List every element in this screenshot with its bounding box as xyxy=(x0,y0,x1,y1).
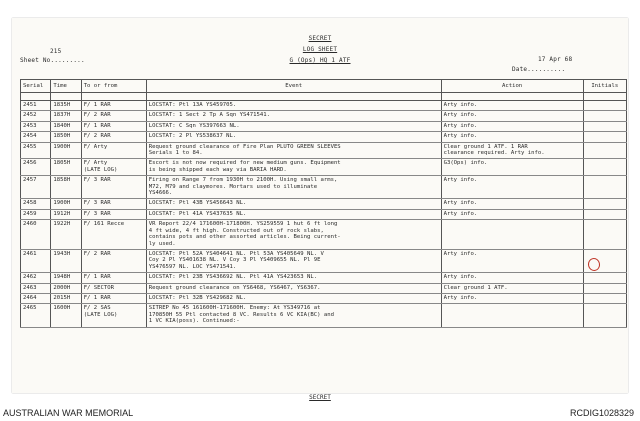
log-sheet-page xyxy=(12,18,628,401)
cell-action: Arty info. xyxy=(441,199,583,209)
table-row xyxy=(21,283,627,293)
table-row xyxy=(21,121,627,131)
cell-serial: 2453 xyxy=(21,121,51,131)
date-value: 17 Apr 68 xyxy=(538,56,573,63)
cell-event: LOCSTAT: 1 Sect 2 Tp A Sqn YS471541. xyxy=(146,111,441,121)
cell-time: 1858H xyxy=(51,176,81,199)
cell-init xyxy=(583,111,626,121)
cell-time: 1922H xyxy=(51,220,81,250)
source-credit: AUSTRALIAN WAR MEMORIAL xyxy=(3,408,134,418)
cell-init xyxy=(583,220,626,250)
col-initials: Initials xyxy=(583,80,626,93)
sheet-number: 215 xyxy=(50,48,62,55)
cell-serial: 2456 xyxy=(21,159,51,176)
cell-event: Request ground clearance on YS6468, YS6467, YS6367. xyxy=(146,283,441,293)
cell-serial: 2455 xyxy=(21,142,51,159)
cell-serial: 2457 xyxy=(21,176,51,199)
cell-time: 1912H xyxy=(51,209,81,219)
cell-init xyxy=(583,176,626,199)
cell-action: Arty info. xyxy=(441,273,583,283)
cell-event: Firing on Range 7 from 1930H to 2100H. Using small arms, M72, M79 and claymores. Mortars used to illuminate YS4666. xyxy=(146,176,441,199)
cell-time: 1840H xyxy=(51,121,81,131)
cell-serial: 2464 xyxy=(21,293,51,303)
table-row xyxy=(21,176,627,199)
col-event: Event xyxy=(146,80,441,93)
table-row xyxy=(21,199,627,209)
table-row xyxy=(21,111,627,121)
table-row xyxy=(21,142,627,159)
col-serial: Serial xyxy=(21,80,51,93)
cell-time: 2015H xyxy=(51,293,81,303)
table-row xyxy=(21,220,627,250)
cell-serial: 2458 xyxy=(21,199,51,209)
cell-to: F/ 2 RAR xyxy=(81,249,146,272)
cell-action: Clear ground 1 ATF. xyxy=(441,283,583,293)
date-label: Date.......... xyxy=(512,66,566,73)
cell-to: F/ 1 RAR xyxy=(81,293,146,303)
log-table xyxy=(20,79,627,328)
col-to-from: To or from xyxy=(81,80,146,93)
cell-to: F/ 1 RAR xyxy=(81,273,146,283)
table-row xyxy=(21,273,627,283)
cell-event: Escort is not now required for new medium guns. Equipment is being shipped each way via BARIA HARD. xyxy=(146,159,441,176)
cell-event: Request ground clearance of Fire Plan PLUTO GREEN SLEEVES Serials 1 to 84. xyxy=(146,142,441,159)
cell-time: 1943H xyxy=(51,249,81,272)
cell-to: F/ Arty xyxy=(81,142,146,159)
cell-action: Clear ground 1 ATF. 1 RAR clearance required. Arty info. xyxy=(441,142,583,159)
cell-init xyxy=(583,101,626,111)
cell-init xyxy=(583,159,626,176)
table-header-row xyxy=(21,80,627,93)
table-row xyxy=(21,101,627,111)
cell-event: LOCSTAT: 2 Pl YS538637 NL. xyxy=(146,132,441,142)
cell-serial: 2462 xyxy=(21,273,51,283)
cell-time: 1837H xyxy=(51,111,81,121)
cell-event: LOCSTAT: Ptl 41A YS437635 NL. xyxy=(146,209,441,219)
cell-to: F/ 3 RAR xyxy=(81,209,146,219)
cell-to: F/ 1 RAR xyxy=(81,121,146,131)
cell-to: F/ 2 SAS (LATE LOG) xyxy=(81,304,146,327)
record-id: RCDIG1028329 xyxy=(569,408,634,418)
log-body xyxy=(21,93,627,328)
table-row xyxy=(21,293,627,303)
cell-serial: 2463 xyxy=(21,283,51,293)
cell-action: Arty info. xyxy=(441,209,583,219)
cell-init xyxy=(583,121,626,131)
cell-to: F/ 3 RAR xyxy=(81,199,146,209)
cell-action: Arty info. xyxy=(441,101,583,111)
cell-init xyxy=(583,273,626,283)
cell-time: 1600H xyxy=(51,304,81,327)
cell-event: SITREP No 45 161600H-171600H. Enemy: At YS349716 at 170850H 55 Ptl contacted 8 VC. Results 6 VC KIA(BC) and 1 VC KIA(poss). Continued:- xyxy=(146,304,441,327)
cell-action: Arty info. xyxy=(441,132,583,142)
cell-event: LOCSTAT: Ptl 13A YS459705. xyxy=(146,101,441,111)
cell-event: LOCSTAT: Ptl 52A YS404641 NL. Ptl 53A YS405649 NL. V Coy 2 Pl YS401638 NL. V Coy 3 Pl YS409655 NL. Pl 9E YS476597 NL. LOC YS471541. xyxy=(146,249,441,272)
cell-event: LOCSTAT: Ptl 32B YS429682 NL. xyxy=(146,293,441,303)
cell-event: LOCSTAT: C Sqn YS397663 NL. xyxy=(146,121,441,131)
cell-to: F/ Arty (LATE LOG) xyxy=(81,159,146,176)
cell-init xyxy=(583,209,626,219)
cell-action: Arty info. xyxy=(441,249,583,272)
cell-serial: 2461 xyxy=(21,249,51,272)
cell-to: F/ SECTOR xyxy=(81,283,146,293)
cell-init xyxy=(583,283,626,293)
cell-time: 1948H xyxy=(51,273,81,283)
cell-action: Arty info. xyxy=(441,121,583,131)
cell-action xyxy=(441,304,583,327)
cell-serial: 2460 xyxy=(21,220,51,250)
cell-to: F/ 3 RAR xyxy=(81,176,146,199)
cell-time: 1850H xyxy=(51,132,81,142)
cell-time: 2000H xyxy=(51,283,81,293)
cell-to: F/ 1 RAR xyxy=(81,101,146,111)
cell-event: LOCSTAT: Ptl 43B YS456643 NL. xyxy=(146,199,441,209)
cell-action: G3(Ops) info. xyxy=(441,159,583,176)
cell-init xyxy=(583,142,626,159)
cell-time: 1835H xyxy=(51,101,81,111)
cell-action xyxy=(441,220,583,250)
table-row xyxy=(21,249,627,272)
cell-init xyxy=(583,293,626,303)
log-sheet-title: LOG SHEET xyxy=(302,46,338,53)
cell-init xyxy=(583,132,626,142)
cell-event: LOCSTAT: Ptl 23B YS436692 NL. Ptl 41A YS423653 NL. xyxy=(146,273,441,283)
table-row xyxy=(21,304,627,327)
cell-event: VR Report 22/4 171600H-171800H. YS259559 1 hut 6 ft long 4 ft wide, 4 ft high. Constructed out of rock slabs, contains pots and other assorted articles. Being current- ly used. xyxy=(146,220,441,250)
classification-top: SECRET xyxy=(308,35,332,42)
cell-serial: 2459 xyxy=(21,209,51,219)
table-row xyxy=(21,132,627,142)
cell-to: F/ 2 RAR xyxy=(81,111,146,121)
table-row xyxy=(21,209,627,219)
cell-to: F/ 161 Recce xyxy=(81,220,146,250)
cell-to: F/ 2 RAR xyxy=(81,132,146,142)
cell-init xyxy=(583,199,626,209)
sheet-label: Sheet No......... xyxy=(20,57,85,64)
cell-time: 1805H xyxy=(51,159,81,176)
cell-action: Arty info. xyxy=(441,176,583,199)
cell-serial: 2465 xyxy=(21,304,51,327)
cell-serial: 2451 xyxy=(21,101,51,111)
cell-action: Arty info. xyxy=(441,111,583,121)
cell-action: Arty info. xyxy=(441,293,583,303)
cell-time: 1900H xyxy=(51,142,81,159)
unit-heading: G (Ops) HQ 1 ATF xyxy=(289,57,351,64)
col-action: Action xyxy=(441,80,583,93)
table-row xyxy=(21,159,627,176)
cell-time: 1900H xyxy=(51,199,81,209)
cell-serial: 2452 xyxy=(21,111,51,121)
classification-bottom: SECRET xyxy=(309,394,331,401)
cell-init xyxy=(583,304,626,327)
col-time: Time xyxy=(51,80,81,93)
cell-serial: 2454 xyxy=(21,132,51,142)
